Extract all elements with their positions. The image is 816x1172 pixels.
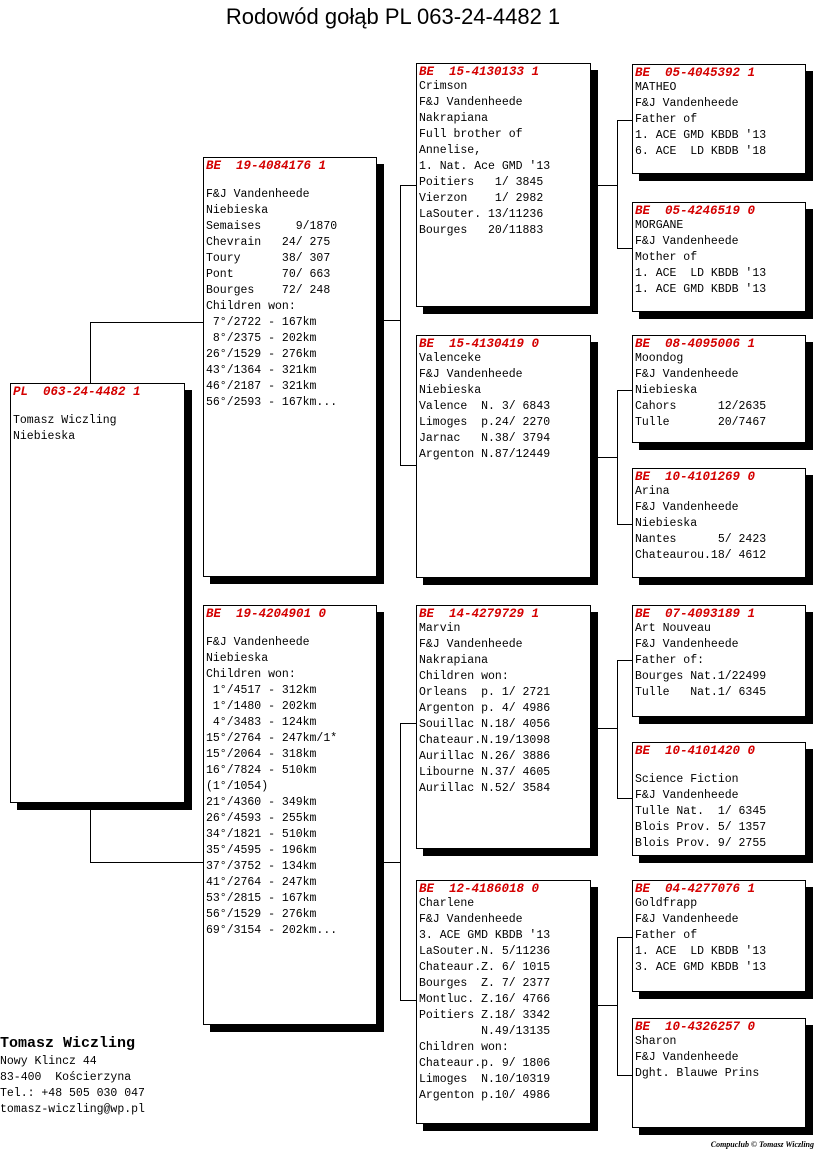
pigeon-info-line: Chateaur.Z. 6/ 1015 xyxy=(419,961,551,974)
pigeon-info-line: 37°/3752 - 134km xyxy=(206,860,317,873)
ring-number: BE 04-4277076 1 xyxy=(635,882,756,896)
pigeon-info-line: Niebieska xyxy=(206,652,269,665)
pigeon-info-line: 3. ACE GMD KBDB '13 xyxy=(419,929,551,942)
pigeon-info-line: Tulle 20/7467 xyxy=(635,416,767,429)
pigeon-card-sire-sire xyxy=(416,63,591,307)
pigeon-info-line: Niebieska xyxy=(635,384,698,397)
pigeon-info-line: Niebieska xyxy=(206,204,269,217)
pigeon-info-line: Poitiers 1/ 3845 xyxy=(419,176,544,189)
ring-number: BE 08-4095006 1 xyxy=(635,337,756,351)
pigeon-info-line: (1°/1054) xyxy=(206,780,269,793)
pigeon-info-line: 34°/1821 - 510km xyxy=(206,828,317,841)
connector-line xyxy=(617,798,633,799)
pigeon-info-line: Niebieska xyxy=(13,430,76,443)
pedigree-title: Rodowód gołąb PL 063-24-4482 1 xyxy=(225,4,561,29)
pigeon-info-line: 4°/3483 - 124km xyxy=(206,716,317,729)
connector-line xyxy=(90,322,204,323)
pigeon-info-line: 21°/4360 - 349km xyxy=(206,796,317,809)
pigeon-info-line: 26°/4593 - 255km xyxy=(206,812,317,825)
connector-line xyxy=(384,862,400,863)
pigeon-info-line: Bourges Z. 7/ 2377 xyxy=(419,977,551,990)
pigeon-info-line: 6. ACE LD KBDB '18 xyxy=(635,145,767,158)
pigeon-info-line: 1. ACE GMD KBDB '13 xyxy=(635,283,767,296)
pigeon-info-line xyxy=(206,173,374,187)
pigeon-info-line: Children won: xyxy=(419,670,509,683)
connector-line xyxy=(400,185,401,465)
pigeon-info-line: F&J Vandenheede xyxy=(419,96,523,109)
connector-line xyxy=(400,185,417,186)
pigeon-info-line: Dght. Blauwe Prins xyxy=(635,1067,760,1080)
pigeon-info-line: Full brother of xyxy=(419,128,523,141)
footer-credit: Compuclub © Tomasz Wiczling xyxy=(710,1140,814,1149)
pigeon-card-sire-sire-dam xyxy=(632,202,806,312)
connector-line xyxy=(617,937,618,1075)
ring-number: BE 05-4045392 1 xyxy=(635,66,756,80)
pigeon-info-line: MORGANE xyxy=(635,219,684,232)
connector-line xyxy=(400,465,417,466)
pigeon-info-line: F&J Vandenheede xyxy=(635,368,739,381)
pigeon-card-subject xyxy=(10,383,185,803)
connector-line xyxy=(617,660,633,661)
connector-line xyxy=(598,1005,617,1006)
pigeon-info-line: 26°/1529 - 276km xyxy=(206,348,317,361)
pigeon-info-line: Chevrain 24/ 275 xyxy=(206,236,331,249)
connector-line xyxy=(617,120,618,248)
pigeon-info-line: Tulle Nat.1/ 6345 xyxy=(635,686,767,699)
pigeon-card-sire-dam xyxy=(416,335,591,578)
pigeon-info-line: F&J Vandenheede xyxy=(419,368,523,381)
ring-number: BE 19-4084176 1 xyxy=(206,159,327,173)
pigeon-info-line: F&J Vandenheede xyxy=(635,97,739,110)
pigeon-info-line: F&J Vandenheede xyxy=(419,913,523,926)
connector-line xyxy=(617,524,633,525)
owner-address-line: Nowy Klincz 44 xyxy=(0,1055,97,1068)
ring-number: BE 10-4101420 0 xyxy=(635,744,756,758)
pigeon-info-line: Niebieska xyxy=(635,517,698,530)
pigeon-info-line: Valenceke xyxy=(419,352,482,365)
pigeon-info-line: Aurillac N.52/ 3584 xyxy=(419,782,551,795)
pigeon-info-line: Blois Prov. 9/ 2755 xyxy=(635,837,767,850)
pigeon-card-dam-dam xyxy=(416,880,591,1124)
pigeon-info-line: 1. ACE LD KBDB '13 xyxy=(635,945,767,958)
pigeon-info-line: Arina xyxy=(635,485,670,498)
pigeon-info-line: 16°/7824 - 510km xyxy=(206,764,317,777)
owner-email: tomasz-wiczling@wp.pl xyxy=(0,1103,145,1116)
pigeon-info-line: Jarnac N.38/ 3794 xyxy=(419,432,551,445)
pigeon-info-line: 15°/2064 - 318km xyxy=(206,748,317,761)
pigeon-info-line: LaSouter.N. 5/11236 xyxy=(419,945,551,958)
pigeon-info-line: Bourges 20/11883 xyxy=(419,224,544,237)
pigeon-info-line: F&J Vandenheede xyxy=(635,638,739,651)
pigeon-info-line: Mother of xyxy=(635,251,698,264)
pigeon-info-line: MATHEO xyxy=(635,81,677,94)
pigeon-info-line: Argenton N.87/12449 xyxy=(419,448,551,461)
pigeon-info-line: Chateaur.p. 9/ 1806 xyxy=(419,1057,551,1070)
pigeon-info-line: F&J Vandenheede xyxy=(635,501,739,514)
pigeon-info-line: 56°/1529 - 276km xyxy=(206,908,317,921)
ring-number: BE 05-4246519 0 xyxy=(635,204,756,218)
ring-number: BE 15-4130133 1 xyxy=(419,65,540,79)
pigeon-info-line: 1. Nat. Ace GMD '13 xyxy=(419,160,551,173)
pigeon-info-line: Aurillac N.26/ 3886 xyxy=(419,750,551,763)
pigeon-info-line: Argenton p. 4/ 4986 xyxy=(419,702,551,715)
ring-number: BE 12-4186018 0 xyxy=(419,882,540,896)
pigeon-info-line: 1. ACE GMD KBDB '13 xyxy=(635,129,767,142)
pigeon-info-line: Marvin xyxy=(419,622,461,635)
ring-number: BE 15-4130419 0 xyxy=(419,337,540,351)
pigeon-info-line: Libourne N.37/ 4605 xyxy=(419,766,551,779)
pigeon-info-line xyxy=(206,621,374,635)
pigeon-card-sire-sire-sire xyxy=(632,64,806,174)
pigeon-card-dam-sire-dam xyxy=(632,742,806,856)
pigeon-info-line: Art Nouveau xyxy=(635,622,711,635)
pigeon-info-line xyxy=(13,399,182,413)
connector-line xyxy=(617,937,633,938)
connector-line xyxy=(617,248,633,249)
pigeon-info-line: Father of xyxy=(635,929,698,942)
pigeon-info-line: 56°/2593 - 167km... xyxy=(206,396,338,409)
pigeon-info-line: Limoges N.10/10319 xyxy=(419,1073,551,1086)
pigeon-info-line: Charlene xyxy=(419,897,475,910)
pigeon-info-line: 15°/2764 - 247km/1* xyxy=(206,732,338,745)
pigeon-info-line: Children won: xyxy=(419,1041,509,1054)
pigeon-info-line: 41°/2764 - 247km xyxy=(206,876,317,889)
pigeon-info-line: N.49/13135 xyxy=(419,1025,551,1038)
pigeon-card-dam xyxy=(203,605,377,1025)
pigeon-info-line: Goldfrapp xyxy=(635,897,698,910)
pigeon-info-line: 53°/2815 - 167km xyxy=(206,892,317,905)
pigeon-info-line: Crimson xyxy=(419,80,468,93)
ring-number: BE 10-4326257 0 xyxy=(635,1020,756,1034)
owner-address-line: 83-400 Kościerzyna xyxy=(0,1071,132,1084)
pigeon-card-dam-sire-sire xyxy=(632,605,806,717)
pigeon-info-line: Bourges 72/ 248 xyxy=(206,284,331,297)
connector-line xyxy=(400,723,401,1000)
ring-number: BE 07-4093189 1 xyxy=(635,607,756,621)
pigeon-info-line: 1°/1480 - 202km xyxy=(206,700,317,713)
pigeon-info-line: Moondog xyxy=(635,352,684,365)
owner-contact xyxy=(0,1034,145,1118)
pigeon-info-line: Nantes 5/ 2423 xyxy=(635,533,767,546)
pigeon-info-line: Science Fiction xyxy=(635,773,739,786)
ring-number: BE 14-4279729 1 xyxy=(419,607,540,621)
connector-line xyxy=(598,185,617,186)
pigeon-info-line: F&J Vandenheede xyxy=(206,188,310,201)
pigeon-info-line: Bourges Nat.1/22499 xyxy=(635,670,767,683)
pigeon-info-line: Children won: xyxy=(206,668,296,681)
pigeon-card-dam-dam-sire xyxy=(632,880,806,992)
owner-name: Tomasz Wiczling xyxy=(0,1035,136,1052)
pigeon-info-line: Souillac N.18/ 4056 xyxy=(419,718,551,731)
pigeon-info-line: Chateaurou.18/ 4612 xyxy=(635,549,767,562)
pigeon-info-line: LaSouter. 13/11236 xyxy=(419,208,544,221)
pigeon-info-line: Toury 38/ 307 xyxy=(206,252,331,265)
connector-line xyxy=(617,390,618,524)
pigeon-info-line: F&J Vandenheede xyxy=(206,636,310,649)
connector-line xyxy=(617,390,633,391)
pigeon-info-line: Tomasz Wiczling xyxy=(13,414,117,427)
pigeon-info-line: Valence N. 3/ 6843 xyxy=(419,400,551,413)
connector-line xyxy=(400,1000,417,1001)
pigeon-info-line: Father of xyxy=(635,113,698,126)
pigeon-info-line: 7°/2722 - 167km xyxy=(206,316,317,329)
pigeon-info-line: Sharon xyxy=(635,1035,677,1048)
pigeon-card-dam-sire xyxy=(416,605,591,849)
pigeon-info-line: F&J Vandenheede xyxy=(635,235,739,248)
pigeon-info-line: Father of: xyxy=(635,654,705,667)
connector-line xyxy=(90,322,91,384)
pigeon-info-line: Montluc. Z.16/ 4766 xyxy=(419,993,551,1006)
pigeon-info-line: 43°/1364 - 321km xyxy=(206,364,317,377)
pigeon-info-line: 69°/3154 - 202km... xyxy=(206,924,338,937)
pigeon-info-line: Limoges p.24/ 2270 xyxy=(419,416,551,429)
ring-number: BE 10-4101269 0 xyxy=(635,470,756,484)
pigeon-card-sire xyxy=(203,157,377,577)
pigeon-info-line: Blois Prov. 5/ 1357 xyxy=(635,821,767,834)
connector-line xyxy=(90,862,204,863)
pigeon-info-line: Nakrapiana xyxy=(419,654,489,667)
owner-phone: Tel.: +48 505 030 047 xyxy=(0,1087,145,1100)
pigeon-info-line: Children won: xyxy=(206,300,296,313)
pigeon-info-line: Semaises 9/1870 xyxy=(206,220,338,233)
connector-line xyxy=(617,660,618,798)
pigeon-info-line: 8°/2375 - 202km xyxy=(206,332,317,345)
pigeon-info-line: F&J Vandenheede xyxy=(635,913,739,926)
pigeon-card-sire-dam-sire xyxy=(632,335,806,443)
pigeon-info-line: Poitiers Z.18/ 3342 xyxy=(419,1009,551,1022)
connector-line xyxy=(384,320,400,321)
pigeon-info-line: F&J Vandenheede xyxy=(635,1051,739,1064)
pigeon-info-line: 1. ACE LD KBDB '13 xyxy=(635,267,767,280)
connector-line xyxy=(598,728,617,729)
ring-number: BE 19-4204901 0 xyxy=(206,607,327,621)
pigeon-info-line: 1°/4517 - 312km xyxy=(206,684,317,697)
pigeon-card-sire-dam-dam xyxy=(632,468,806,578)
connector-line xyxy=(90,802,91,862)
pigeon-info-line: Pont 70/ 663 xyxy=(206,268,331,281)
pigeon-info-line: Annelise, xyxy=(419,144,482,157)
pigeon-info-line: Argenton p.10/ 4986 xyxy=(419,1089,551,1102)
pigeon-info-line: Cahors 12/2635 xyxy=(635,400,767,413)
pigeon-info-line: Chateaur.N.19/13098 xyxy=(419,734,551,747)
pigeon-info-line: Vierzon 1/ 2982 xyxy=(419,192,544,205)
pigeon-info-line: Niebieska xyxy=(419,384,482,397)
connector-line xyxy=(598,457,617,458)
pigeon-card-dam-dam-dam xyxy=(632,1018,806,1128)
connector-line xyxy=(617,120,633,121)
pigeon-info-line: Tulle Nat. 1/ 6345 xyxy=(635,805,767,818)
pigeon-info-line: 3. ACE GMD KBDB '13 xyxy=(635,961,767,974)
pigeon-info-line: 46°/2187 - 321km xyxy=(206,380,317,393)
ring-number: PL 063-24-4482 1 xyxy=(13,385,141,399)
pigeon-info-line: Orleans p. 1/ 2721 xyxy=(419,686,551,699)
pigeon-info-line: F&J Vandenheede xyxy=(419,638,523,651)
connector-line xyxy=(617,1075,633,1076)
connector-line xyxy=(400,723,417,724)
pigeon-info-line: Nakrapiana xyxy=(419,112,489,125)
pigeon-info-line: F&J Vandenheede xyxy=(635,789,739,802)
pigeon-info-line xyxy=(635,758,803,772)
pigeon-info-line: 35°/4595 - 196km xyxy=(206,844,317,857)
